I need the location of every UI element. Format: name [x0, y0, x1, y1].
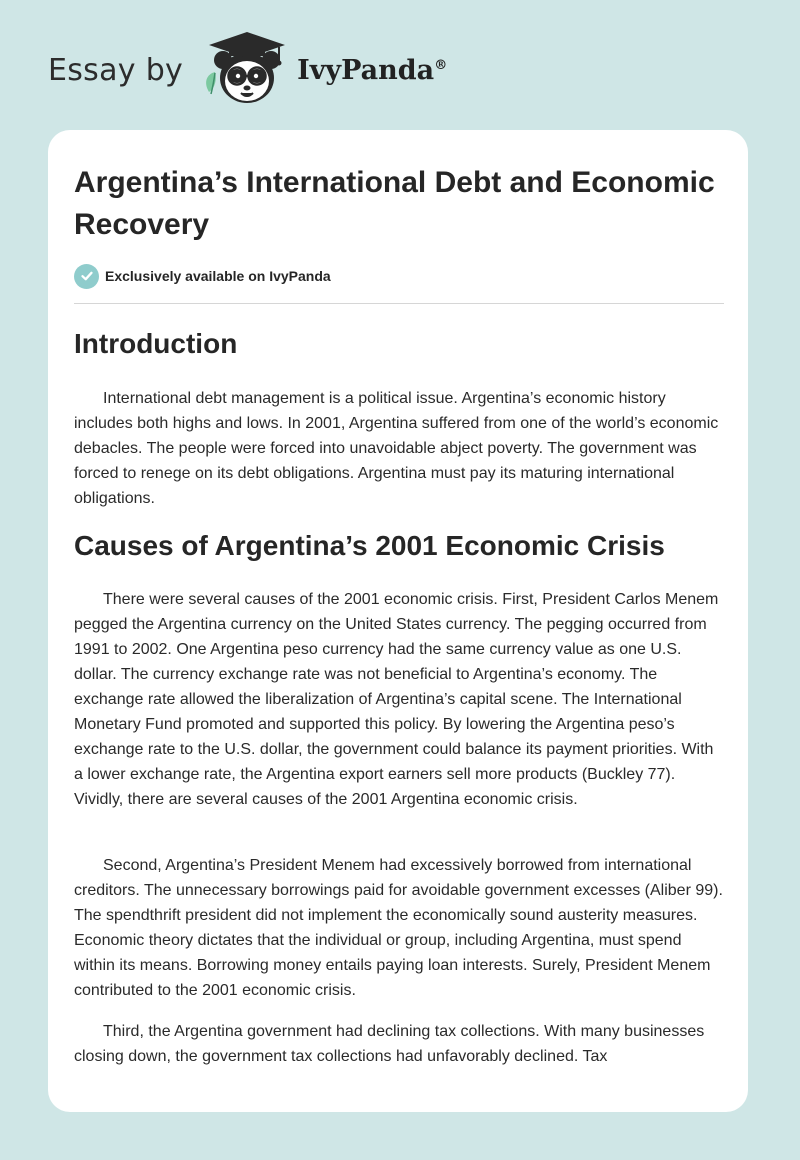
brand-name-text: IvyPanda	[297, 54, 435, 86]
title-divider	[74, 303, 724, 304]
badge-text: Exclusively available on IvyPanda	[105, 268, 331, 284]
paragraph: There were several causes of the 2001 economic crisis. First, President Carlos Menem pegged the Argentina currency on the United States currency. The pegging occurred from 1991 to 2002. One Argentina peso currency had the same currency value as one U.S. dollar. The currency exchange rate was not beneficial to Argentina’s economy. The exchange rate allowed the liberalization of Argentina’s capital scene. The International Monetary Fund promoted and supported this policy. By lowering the Argentina peso’s exchange rate to the U.S. dollar, the government could balance its payment priorities. With a lower exchange rate, the Argentina export earners sell more products (Buckley 77). Vividly, there are several causes of the 2001 Argentina economic crisis.	[74, 591, 719, 808]
article-title: Argentina’s International Debt and Economic Recovery	[74, 166, 715, 241]
paragraph: Third, the Argentina government had declining tax collections. With many businesses closing down, the government tax collections had unfavorably declined. Tax	[74, 1023, 705, 1065]
check-circle-icon	[74, 264, 99, 289]
exclusive-badge	[74, 263, 331, 289]
paragraph: International debt management is a political issue. Argentina’s economic history includes both highs and lows. In 2001, Argentina suffered from one of the world’s economic debacles. The people were forced into unavoidable abject poverty. The government was forced to renege on its debt obligations. Argentina must pay its maturing international obligations.	[74, 390, 719, 507]
brand-header[interactable]	[48, 30, 447, 110]
brand-registered-mark: ®	[434, 57, 448, 73]
section-heading-causes: Causes of Argentina’s 2001 Economic Crisis	[74, 530, 665, 561]
paragraph: Second, Argentina’s President Menem had excessively borrowed from international creditors. The unnecessary borrowings paid for avoidable government excesses (Aliber 99). The spendthrift president did not implement the economically sound austerity measures. Economic theory dictates that the individual or group, including Argentina, must spend within its means. Borrowing money entails paying loan interests. Surely, President Menem contributed to the 2001 economic crisis.	[74, 857, 723, 999]
article-card	[48, 130, 748, 1112]
brand-prefix: Essay by	[48, 52, 184, 88]
brand-name	[297, 55, 447, 86]
panda-graduate-icon	[199, 30, 295, 110]
section-heading-introduction: Introduction	[74, 328, 238, 359]
